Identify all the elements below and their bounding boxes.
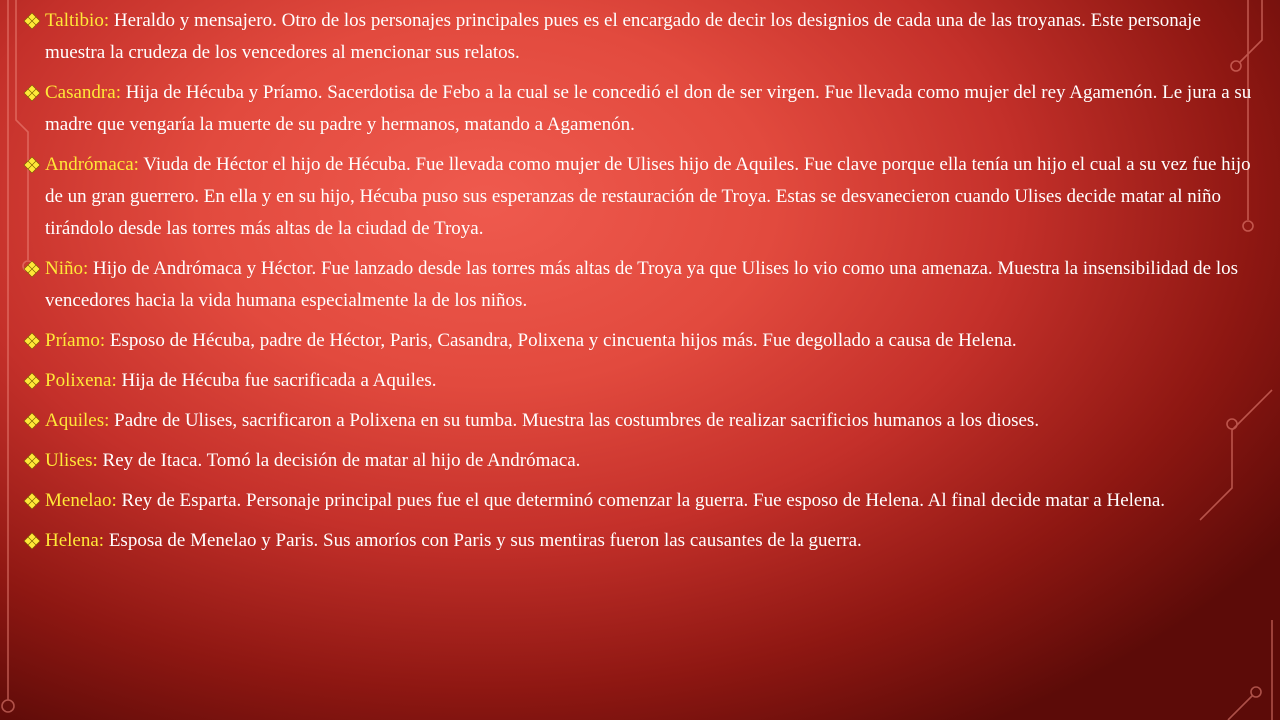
- character-name: Helena:: [45, 530, 105, 551]
- diamond-bullet-icon: [22, 11, 42, 31]
- diamond-bullet-icon: [22, 491, 42, 511]
- diamond-bullet-icon: [22, 451, 42, 471]
- character-description: Rey de Itaca. Tomó la decisión de matar al hijo de Andrómaca.: [97, 450, 581, 471]
- character-name: Casandra:: [45, 82, 121, 103]
- diamond-bullet-icon: [22, 531, 42, 551]
- character-name: Aquiles:: [45, 410, 110, 431]
- character-item: [22, 77, 1252, 141]
- diamond-bullet-icon: [22, 155, 42, 175]
- character-name: Andrómaca:: [45, 154, 139, 175]
- character-description: Heraldo y mensajero. Otro de los personajes principales pues es el encargado de decir los designios de cada una de las troyanas. Este personaje muestra la crudeza de los vencedores al mencionar sus relatos.: [45, 10, 1201, 63]
- character-item: [22, 325, 1252, 357]
- character-item: [22, 445, 1252, 477]
- character-name: Polixena:: [45, 370, 117, 391]
- character-item: [22, 5, 1252, 69]
- character-item: [22, 405, 1252, 437]
- character-description: Padre de Ulises, sacrificaron a Polixena en su tumba. Muestra las costumbres de realizar sacrificios humanos a los dioses.: [109, 410, 1040, 431]
- character-item: [22, 365, 1252, 397]
- character-list: [22, 5, 1252, 565]
- character-description: Hijo de Andrómaca y Héctor. Fue lanzado desde las torres más altas de Troya ya que Ulises lo vio como una amenaza. Muestra la insensibilidad de los vencedores hacia la vida humana especialmente la de los niños.: [45, 258, 1239, 311]
- character-item: [22, 149, 1252, 245]
- character-description: Rey de Esparta. Personaje principal pues fue el que determinó comenzar la guerra. Fue esposo de Helena. Al final decide matar a Helena.: [116, 490, 1166, 511]
- character-name: Niño:: [45, 258, 89, 279]
- character-item: [22, 485, 1252, 517]
- character-item: [22, 525, 1252, 557]
- character-description: Esposa de Menelao y Paris. Sus amoríos con Paris y sus mentiras fueron las causantes de la guerra.: [104, 530, 862, 551]
- character-description: Hija de Hécuba y Príamo. Sacerdotisa de Febo a la cual se le concedió el don de ser virgen. Fue llevada como mujer del rey Agamenón. Le jura a su madre que vengaría la muerte de su padre y hermanos, matando a Agamenón.: [45, 82, 1252, 135]
- character-description: Esposo de Hécuba, padre de Héctor, Paris, Casandra, Polixena y cincuenta hijos más. Fue degollado a causa de Helena.: [105, 330, 1017, 351]
- character-name: Taltibio:: [45, 10, 110, 31]
- diamond-bullet-icon: [22, 259, 42, 279]
- character-description: Viuda de Héctor el hijo de Hécuba. Fue llevada como mujer de Ulises hijo de Aquiles. Fue clave porque ella tenía un hijo el cual a su vez fue hijo de un gran guerrero. En ella y en su hijo, Hécuba puso sus esperanzas de restauración de Troya. Estas se desvanecieron cuando Ulises decide matar al niño tirándolo desde las torres más altas de la ciudad de Troya.: [45, 154, 1251, 239]
- character-item: [22, 253, 1252, 317]
- diamond-bullet-icon: [22, 331, 42, 351]
- diamond-bullet-icon: [22, 371, 42, 391]
- diamond-bullet-icon: [22, 83, 42, 103]
- character-description: Hija de Hécuba fue sacrificada a Aquiles.: [116, 370, 437, 391]
- character-name: Príamo:: [45, 330, 106, 351]
- character-name: Menelao:: [45, 490, 117, 511]
- diamond-bullet-icon: [22, 411, 42, 431]
- character-name: Ulises:: [45, 450, 98, 471]
